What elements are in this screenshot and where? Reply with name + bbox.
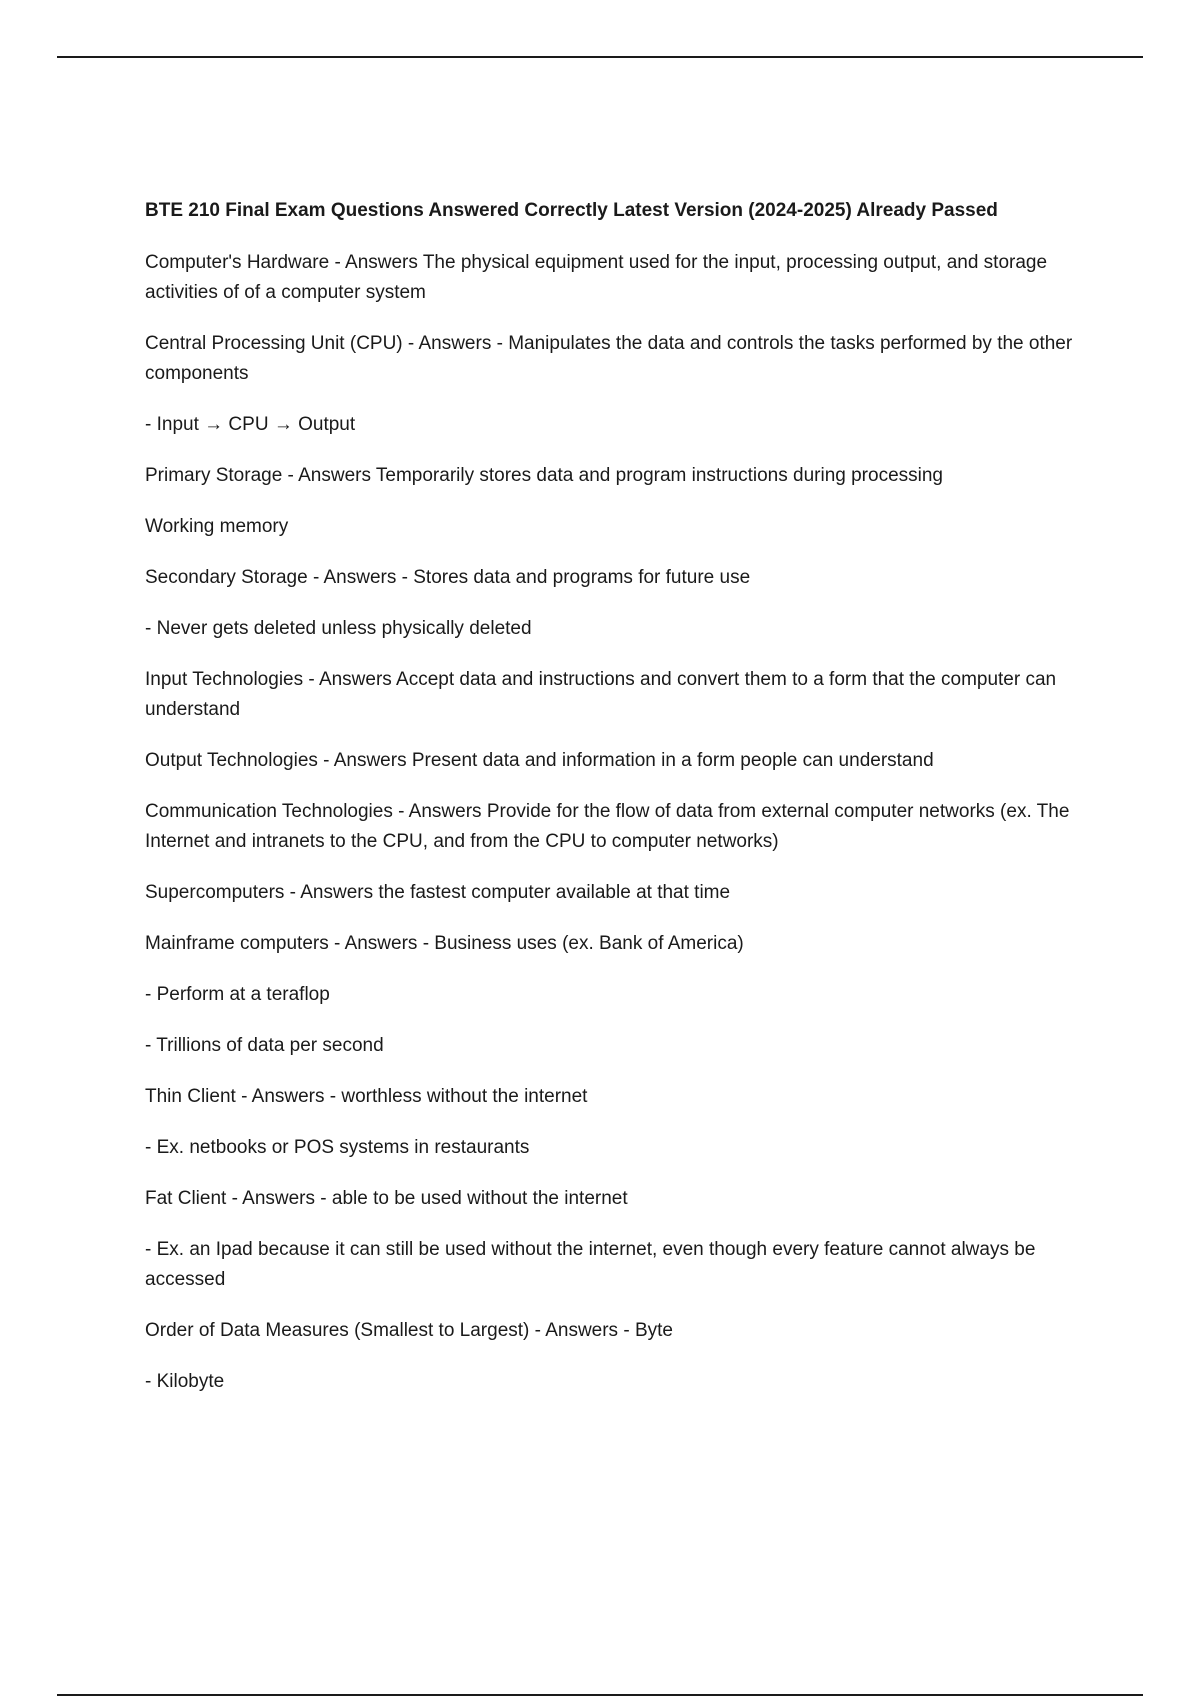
paragraph: - Kilobyte (145, 1371, 225, 1392)
paragraph: Thin Client - Answers - worthless without the internet (145, 1086, 588, 1107)
paragraph: Central Processing Unit (CPU) - Answers - Manipulates the data and controls the tasks performed by the other components (145, 333, 1073, 384)
paragraph: Working memory (145, 516, 289, 537)
paragraph: Supercomputers - Answers the fastest computer available at that time (145, 882, 731, 903)
paragraph: - Input → CPU → Output (145, 414, 356, 435)
paragraph: - Perform at a teraflop (145, 984, 330, 1005)
paragraph: Output Technologies - Answers Present data and information in a form people can understand (145, 750, 934, 771)
paragraph: Order of Data Measures (Smallest to Largest) - Answers - Byte (145, 1320, 673, 1341)
paragraph: Primary Storage - Answers Temporarily stores data and program instructions during processing (145, 465, 943, 486)
footer-rule (57, 1694, 1143, 1696)
paragraph: - Ex. netbooks or POS systems in restaurants (145, 1137, 530, 1158)
paragraph: - Ex. an Ipad because it can still be used without the internet, even though every feature cannot always be accessed (145, 1239, 1036, 1290)
paragraph: Mainframe computers - Answers - Business uses (ex. Bank of America) (145, 933, 744, 954)
paragraph: Computer's Hardware - Answers The physical equipment used for the input, processing output, and storage activities of of a computer system (145, 252, 1048, 303)
document-title: BTE 210 Final Exam Questions Answered Correctly Latest Version (2024-2025) Already Passed (145, 200, 998, 221)
paragraph: - Never gets deleted unless physically deleted (145, 618, 532, 639)
paragraph: - Trillions of data per second (145, 1035, 384, 1056)
paragraph: Communication Technologies - Answers Provide for the flow of data from external computer networks (ex. The Internet and intranets to the CPU, and from the CPU to computer networks) (145, 801, 1070, 852)
paragraph: Fat Client - Answers - able to be used without the internet (145, 1188, 628, 1209)
paragraph: Input Technologies - Answers Accept data and instructions and convert them to a form that the computer can understand (145, 669, 1057, 720)
paragraph: Secondary Storage - Answers - Stores data and programs for future use (145, 567, 751, 588)
header-rule (57, 56, 1143, 58)
document-body (145, 196, 1090, 1418)
